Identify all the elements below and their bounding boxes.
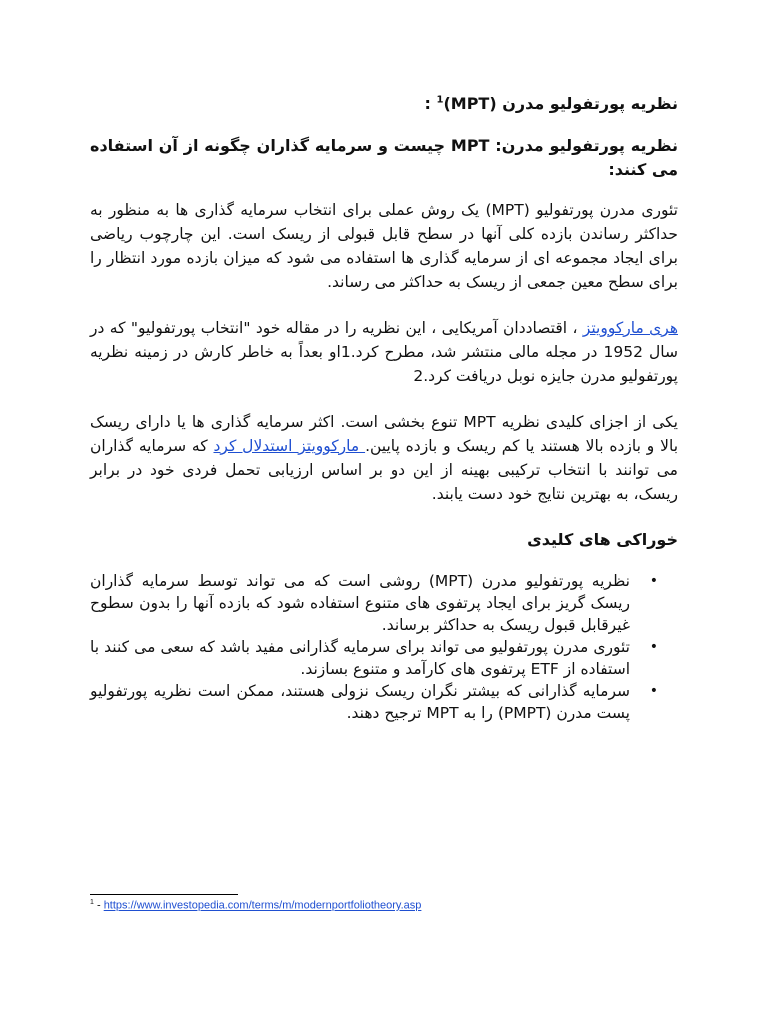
list-item-text: تئوری مدرن پورتفولیو می تواند برای سرمایه گذارانی مفید باشد که سعی می کنند با استفاده از ETF پرتفوی های کارآمد و متنوع بسازند. bbox=[90, 638, 630, 678]
paragraph-intro: تئوری مدرن پورتفولیو (MPT) یک روش عملی برای انتخاب سرمایه گذاری ها به منظور به حداکثر رساندن بازده کلی آنها در سطح قابل قبولی از ریسک است. این چارچوب ریاضی برای ایجاد مجموعه ای از سرمایه گذاری ها استفاده می شود که میزان بازده مورد انتظار را برای سطح معین جمعی از ریسک به حداکثر می رساند. bbox=[90, 201, 678, 291]
page-title bbox=[90, 92, 678, 116]
paragraph-diversification-text-b: که سرمایه گذاران می توانند با انتخاب ترکیبی بهینه از این دو بر اساس ارزیابی تحمل فردی خود در برابر ریسک، به بهترین نتایج خود دست یابند. bbox=[90, 437, 678, 503]
footnote-marker: 1 bbox=[90, 899, 94, 906]
document-body bbox=[90, 92, 678, 724]
bullet-icon: • bbox=[649, 683, 658, 699]
markowitz-argued-link[interactable]: مارکوویتز استدلال کرد bbox=[213, 437, 366, 455]
list-item bbox=[90, 570, 658, 636]
footnote-divider bbox=[90, 894, 238, 895]
paragraph-markowitz-text: ، اقتصاددان آمریکایی ، این نظریه را در مقاله خود "انتخاب پورتفولیو" که در سال 1952 در مجله مالی منتشر شد، مطرح کرد.1او بعداً به خاطر کارش در زمینه نظریه پورتفولیو مدرن جایزه نوبل دریافت کرد.2 bbox=[90, 319, 678, 385]
title-footnote-ref: 1 bbox=[436, 94, 444, 106]
list-item-text: سرمایه گذارانی که بیشتر نگران ریسک نزولی هستند، ممکن است نظریه پورتفولیو پست مدرن (PMPT) را به MPT ترجیح دهند. bbox=[90, 682, 630, 722]
title-suffix: : bbox=[424, 94, 437, 113]
bullet-icon: • bbox=[649, 639, 658, 655]
footnote-url-link[interactable]: https://www.investopedia.com/terms/m/modernportfoliotheory.asp bbox=[103, 899, 422, 912]
key-takeaways-list bbox=[90, 570, 678, 724]
list-item-text: نظریه پورتفولیو مدرن (MPT) روشی است که می تواند توسط سرمایه گذاران ریسک گریز برای ایجاد پرتفوی های متنوع استفاده شود که بازده آنها را بدون سطوح غیرقابل قبول ریسک به حداکثر برساند. bbox=[90, 572, 630, 634]
bullet-icon: • bbox=[649, 573, 658, 589]
list-item bbox=[90, 680, 658, 724]
key-takeaways-heading: خوراکی های کلیدی bbox=[527, 530, 678, 549]
title-text: نظریه پورتفولیو مدرن (MPT) bbox=[443, 94, 678, 113]
paragraph-markowitz bbox=[90, 316, 678, 388]
page-subtitle: نظریه پورتفولیو مدرن: MPT چیست و سرمایه گذاران چگونه از آن استفاده می کنند: bbox=[90, 136, 679, 179]
footnote bbox=[90, 899, 421, 912]
footnote-dash: - bbox=[93, 899, 104, 912]
markowitz-link[interactable]: هری مارکوویتز bbox=[582, 319, 678, 337]
paragraph-diversification bbox=[90, 410, 678, 506]
paragraph-diversification-text-a: یکی از اجزای کلیدی نظریه MPT تنوع بخشی است. اکثر سرمایه گذاری ها یا دارای ریسک بالا و بازده بالا هستند یا کم ریسک و بازده پایین. bbox=[90, 413, 679, 455]
list-item bbox=[90, 636, 658, 680]
